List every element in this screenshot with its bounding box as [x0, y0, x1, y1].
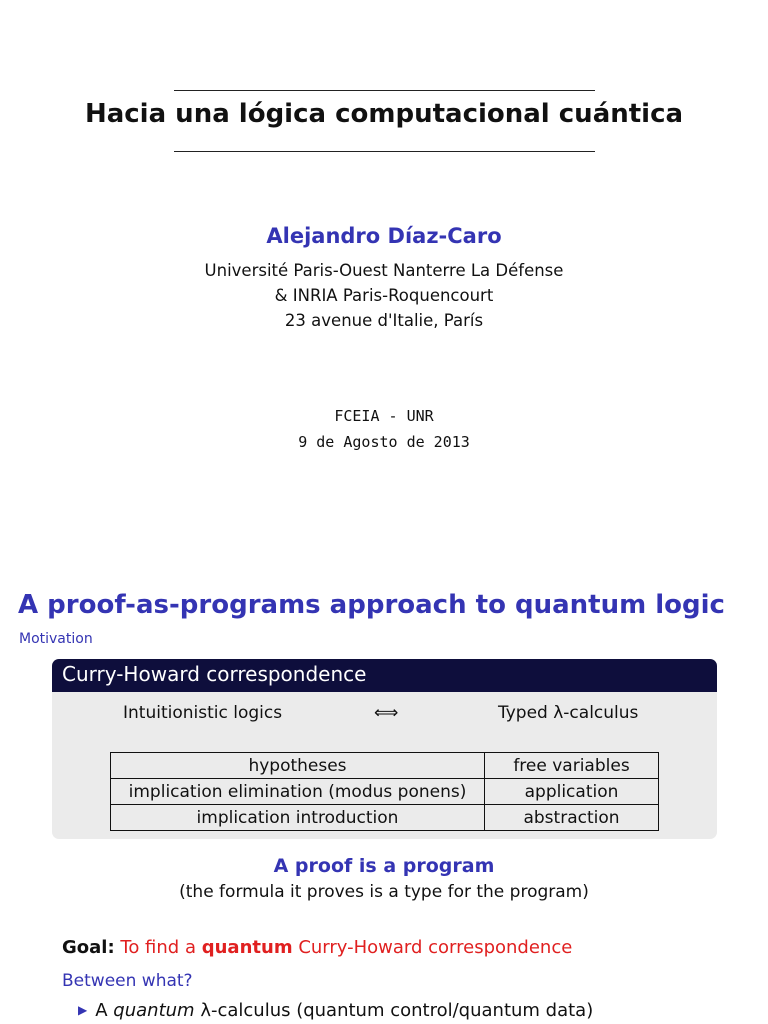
- table-row: [111, 779, 659, 805]
- logic-cell: implication elimination (modus ponens): [111, 779, 485, 805]
- affiliation-line-3: 23 avenue d'Italie, París: [284, 311, 484, 330]
- logic-cell: hypotheses: [111, 753, 485, 779]
- title-bottom-rule: [174, 151, 595, 152]
- equivalence-arrow: ⟺: [374, 703, 399, 723]
- goal-emphasis: quantum: [201, 937, 293, 958]
- venue: FCEIA - UNR: [334, 407, 434, 425]
- title-top-rule: [174, 90, 595, 91]
- frame-subtitle: Motivation: [19, 631, 93, 647]
- presentation-title: Hacia una lógica computacional cuántica: [84, 99, 684, 129]
- date: 9 de Agosto de 2013: [298, 433, 470, 451]
- list-item: [78, 1000, 593, 1021]
- goal-text-after: Curry-Howard correspondence: [298, 937, 573, 958]
- between-question: Between what?: [62, 971, 193, 991]
- proof-heading: A proof is a program: [273, 855, 495, 877]
- table-row: [111, 805, 659, 831]
- calculus-cell: abstraction: [485, 805, 659, 831]
- table-row: [111, 753, 659, 779]
- goal-line: [62, 937, 572, 958]
- curry-howard-block: [52, 659, 717, 839]
- block-title: Curry-Howard correspondence: [62, 662, 367, 686]
- block-header: [52, 659, 717, 692]
- goal-text-before: To find a: [120, 937, 196, 958]
- calculus-cell: free variables: [485, 753, 659, 779]
- affiliation-line-1: Université Paris-Ouest Nanterre La Défense: [204, 261, 564, 280]
- author-name: Alejandro Díaz-Caro: [266, 224, 502, 248]
- bullet-emphasis: quantum: [113, 1000, 195, 1021]
- logics-header: Intuitionistic logics: [123, 703, 283, 723]
- calculus-cell: application: [485, 779, 659, 805]
- proof-subheading: (the formula it proves is a type for the program): [179, 882, 589, 902]
- block-body: [52, 692, 717, 839]
- bullet-prefix: A: [95, 1000, 108, 1021]
- logic-cell: implication introduction: [111, 805, 485, 831]
- calculus-header: Typed λ-calculus: [498, 703, 639, 723]
- affiliation-line-2: & INRIA Paris-Roquencourt: [274, 286, 494, 305]
- goal-label: Goal:: [62, 937, 115, 958]
- bullet-rest: λ-calculus (quantum control/quantum data): [200, 1000, 594, 1021]
- triangle-bullet-icon: ▶: [78, 1003, 88, 1017]
- correspondence-table: [110, 752, 659, 831]
- frame-title: A proof-as-programs approach to quantum logic: [18, 590, 725, 620]
